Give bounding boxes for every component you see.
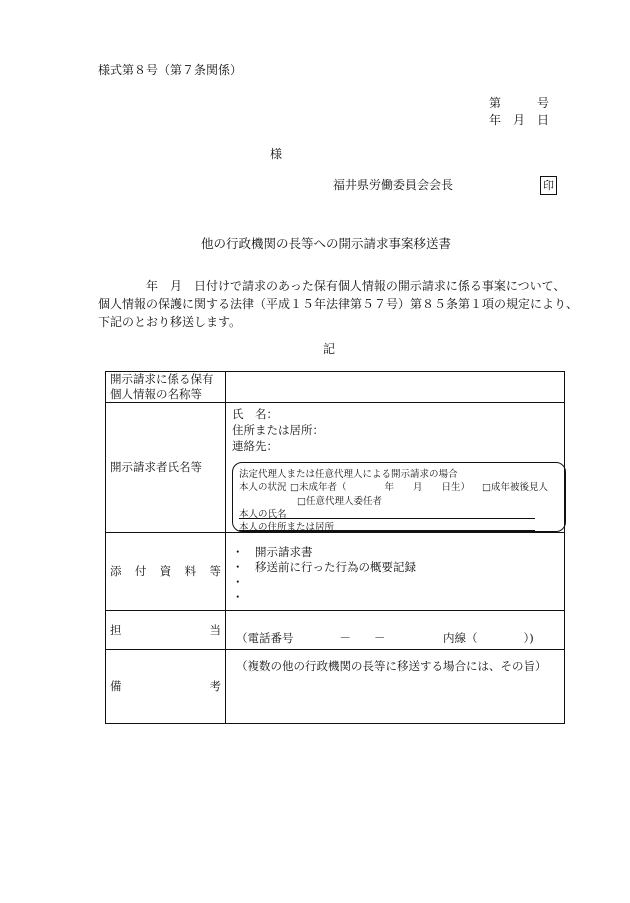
form-number: 様式第８号（第７条関係） (98, 63, 243, 77)
sender: 福井県労働委員会会長 (333, 178, 454, 192)
table-row (106, 372, 565, 403)
value-info-name[interactable] (226, 372, 565, 403)
value-person-in-charge[interactable] (226, 611, 565, 650)
principal-status-label: 本人の状況 (239, 482, 287, 493)
label-char: 考 (209, 679, 221, 693)
label-char: 当 (209, 622, 221, 637)
label-char: 付 (134, 564, 147, 578)
label-char: 担 (110, 622, 122, 637)
attachment-item: ・ (232, 575, 244, 589)
requester-address: 住所または居所： (232, 423, 324, 437)
remarks-note: （複数の他の行政機関の長等に移送する場合には、その旨） (236, 659, 547, 673)
principal-address-line (239, 530, 535, 531)
agent-box (232, 462, 566, 532)
seal-box: 印 (540, 176, 557, 195)
body-text (98, 277, 578, 331)
body-line-2: 個人情報の保護に関する法律（平成１５年法律第５７号）第８５条第１項の規定により、 (98, 297, 579, 311)
value-attachments[interactable] (226, 533, 565, 611)
label-char: 料 (184, 564, 197, 578)
label-attachments (106, 533, 226, 611)
label-line: 開示請求者氏名等 (110, 460, 202, 474)
checkbox-minor[interactable]: □未成年者（ 年 月 日生） (290, 482, 470, 493)
attachment-item: ・ 移送前に行った行為の概要記録 (232, 560, 416, 574)
label-line: 個人情報の名称等 (110, 387, 202, 401)
transfer-form-table (105, 371, 565, 724)
table-row (106, 533, 565, 611)
agent-heading: 法定代理人または任意代理人による開示請求の場合 (239, 469, 458, 480)
body-line-3: 下記のとおり移送します。 (98, 315, 242, 329)
checkbox-adult-ward[interactable]: □成年被後見人 (482, 482, 548, 493)
label-char: 添 (110, 564, 122, 578)
label-spread (110, 679, 221, 694)
document-date: 年 月 日 (489, 113, 550, 127)
label-requester (106, 403, 226, 533)
ki-heading: 記 (323, 342, 336, 356)
value-remarks[interactable] (226, 650, 565, 724)
table-row (106, 403, 565, 533)
principal-address: 本人の住所または居所 (239, 522, 335, 533)
label-line: 開示請求に係る保有 (110, 372, 214, 386)
label-info-name (106, 372, 226, 403)
principal-name: 本人の氏名 (239, 509, 287, 520)
table-row (106, 611, 565, 650)
checkbox-appointed-agent[interactable]: □任意代理人委任者 (297, 496, 382, 507)
label-remarks (106, 650, 226, 724)
requester-name: 氏 名： (232, 407, 278, 421)
label-spread (110, 564, 221, 579)
phone-line: （電話番号 － － 内線（ ）) (236, 631, 534, 645)
label-spread (110, 623, 221, 638)
label-person-in-charge (106, 611, 226, 650)
table-row (106, 650, 565, 724)
label-char: 等 (209, 564, 221, 578)
document-title: 他の行政機関の長等への開示請求事案移送書 (201, 236, 452, 251)
attachment-item: ・ 開示請求書 (232, 545, 313, 559)
label-char: 備 (110, 679, 122, 693)
value-requester[interactable] (226, 403, 565, 533)
requester-contact: 連絡先： (232, 439, 278, 453)
attachment-item: ・ (232, 590, 244, 604)
body-line-1: 年 月 日付けで請求のあった保有個人情報の開示請求に係る事案について、 (98, 279, 566, 293)
document-number: 第 号 (489, 96, 550, 110)
addressee: 様 (270, 147, 283, 161)
label-char: 資 (159, 564, 172, 578)
